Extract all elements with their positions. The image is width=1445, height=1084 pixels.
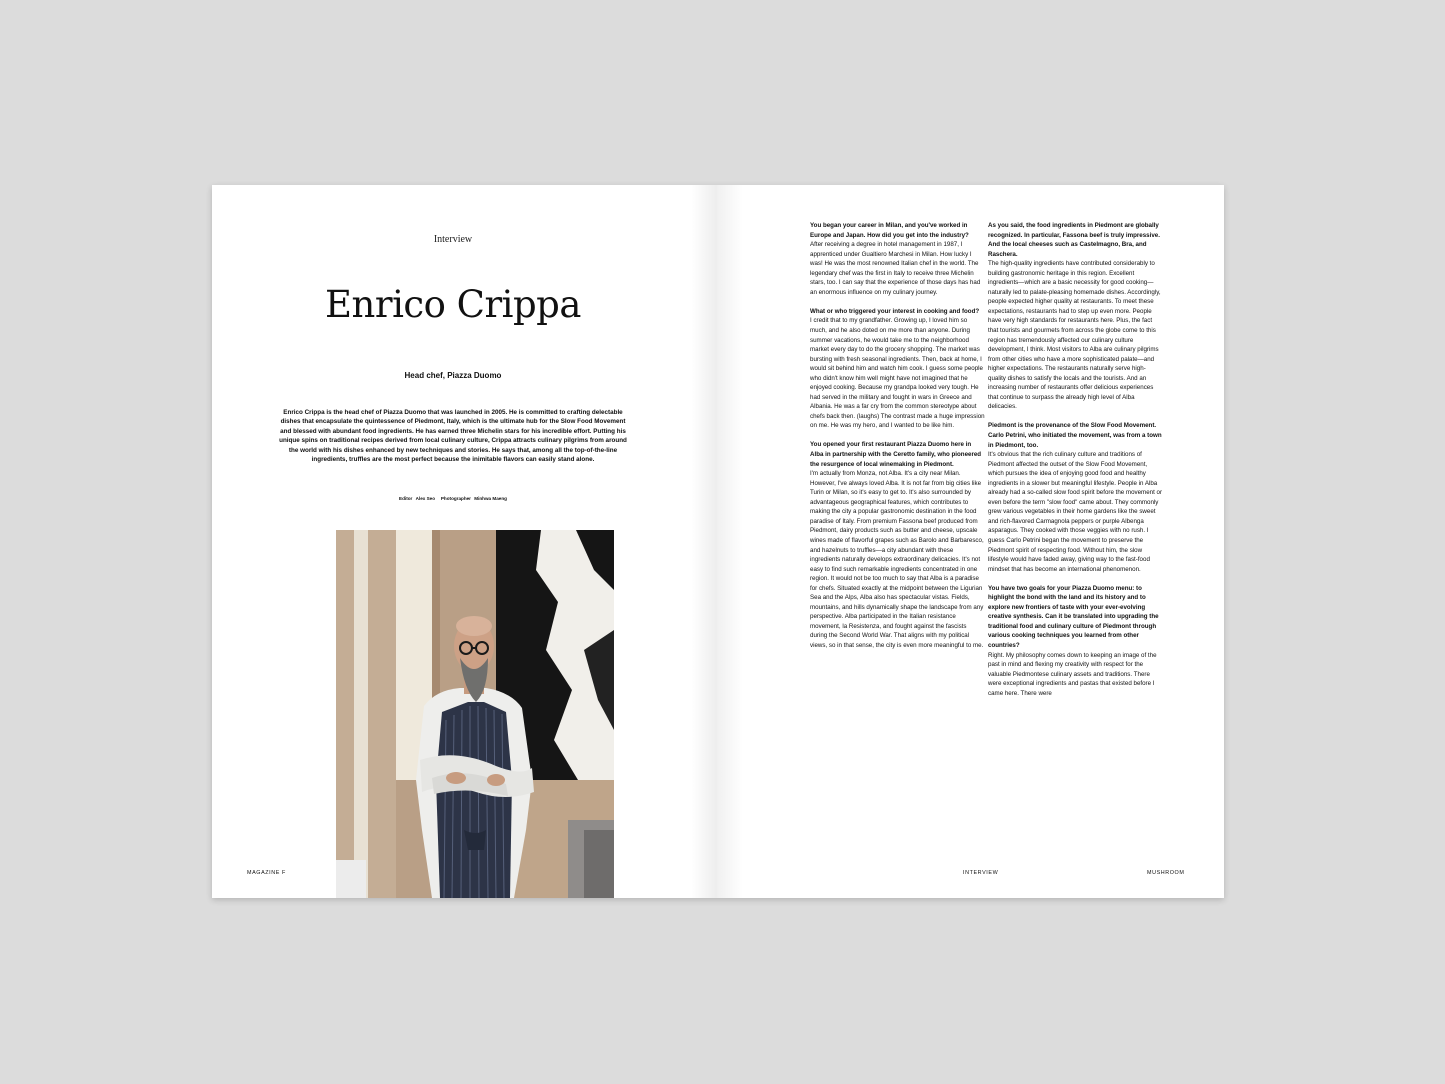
section-label: Interview <box>433 234 473 245</box>
interview-answer: It's obvious that the rich culinary culture and traditions of Piedmont affected the outset of the Slow Food Movement, which pursues the idea of enjoying good food and healthy ingredients in a slower but meaningful lifestyle. People in Alba already had a so-called slow food spirit before the movement or even before the term "slow food" came about. They commonly grew various vegetables in their home gardens like the sweet and rich-flavored Carmagnola peppers or purple Albenga asparagus. They cooked with those veggies with no rush. I guess Carlo Petrini began the movement to preserve the Piedmont spirit of respecting food. Without him, the slow lifestyle would have faded away, giving way to the fast-food mindset that has become an international phenomenon. <box>988 451 1163 573</box>
interview-answer: After receiving a degree in hotel management in 1987, I apprenticed under Gualtiero Marchesi in Milan. How lucky I was! He was the most renowned Italian chef in the world. The legendary chef was the first in Italy to receive three Michelin stars, too. I can say that the experience of those days has had an enormous influence on my culinary journey. <box>810 241 981 296</box>
left-page <box>212 185 717 898</box>
photographer-label: Photographer <box>440 496 471 501</box>
interview-answer: The high-quality ingredients have contributed considerably to building gastronomic heritage in this region. Excellent ingredients—which are a basic necessity for good cooking—naturally led to palate-pleasing homemade dishes. Accordingly, people expected higher quality at restaurants. To meet these expectations, restaurants had to step up even more. People have very high standards for restaurants here. Plus, the fact that tourists and gourmets from across the globe come to this region has tremendously affected our culinary culture development, I think. Most visitors to Alba are culinary pilgrims from other cities who have a more sophisticated palate—and higher expectations. The restaurants naturally serve high-quality dishes to satisfy the locals and the tourists. And an increasing number of restaurants offer delicious experiences that continue to surpass the already high level of Alba delicacies. <box>988 260 1161 411</box>
folio-magazine-name: MUSHROOM <box>1147 870 1185 876</box>
interview-column-1 <box>810 221 985 660</box>
qa-block <box>810 440 985 650</box>
editor-label: Editor <box>399 496 413 501</box>
article-intro: Enrico Crippa is the head chef of Piazza Duomo that was launched in 2005. He is committed to crafting delectable dishes that encapsulate the quintessence of Piedmont, Italy, which is the ultimate hub for the Slow Food Movement and blessed with abundant food ingredients. He has earned three Michelin stars for his incredible effort. Putting his unique spins on traditional recipes derived from local culinary culture, Crippa attracts culinary pilgrims from around the world with his dishes enhanced by new techniques and stories. He says that, among all the top-of-the-line ingredients, truffles are the most perfect because the inimitable flavors can easily stand alone. <box>279 409 627 464</box>
qa-block <box>810 221 985 297</box>
photographer-name: Minhwa Maeng <box>474 496 507 501</box>
gutter-shadow <box>691 185 717 898</box>
qa-block <box>988 221 1163 412</box>
interview-answer: I credit that to my grandfather. Growing up, I loved him so much, and he also doted on me more than anyone. During summer vacations, he would take me to the neighborhood market every day to do the grocery shopping. The market was bursting with fresh seasonal ingredients. Then, back at home, I would sit behind him and watch him cook. I guess some people who didn't know him well might have not imagined that he enjoyed cooking. Because my grandpa looked very tough. He had served in the military and fought in wars in Greece and Albania. He was a far cry from the common stereotype about chefs back then. (laughs) The contrast made a huge impression on me. He was my hero, and I wanted to be like him. <box>810 317 985 430</box>
folio-section: INTERVIEW <box>963 870 999 876</box>
interview-question: You began your career in Milan, and you've worked in Europe and Japan. How did you get into the industry? <box>810 222 969 239</box>
interview-question: You opened your first restaurant Piazza Duomo here in Alba in partnership with the Ceretto family, who pioneered the resurgence of local winemaking in Piedmont. <box>810 441 982 468</box>
qa-block <box>988 584 1163 699</box>
interview-answer: Right. My philosophy comes down to keeping an image of the past in mind and flexing my creativity with respect for the valuable Piedmontese culinary assets and traditions. There were exceptional ingredients and pastas that existed before I came here. There were <box>988 651 1157 697</box>
interview-question: What or who triggered your interest in cooking and food? <box>810 307 980 315</box>
credits-line <box>212 496 694 501</box>
article-subtitle: Head chef, Piazza Duomo <box>404 371 502 380</box>
interview-answer: I'm actually from Monza, not Alba. It's a city near Milan. However, I've always loved Alba. It is not far from big cities like Turin or Milan, so it's easy to get to. It's also surrounded by advantageous geographical features, which contributes to making the city a popular gastronomic destination in the food paradise of Italy. From premium Fassona beef produced from Piedmont, dairy products such as butter and cheese, upscale wines made of flavorful grapes such as Barolo and Barbaresco, and hazelnuts to truffles—a city abundant with these ingredients naturally develops extraordinary delicacies. It's not easy to find such remarkable ingredients concentrated in one region. It would not be too much to say that Alba is a paradise for chefs. Situated exactly at the midpoint between the Ligurian Sea and the Alps, Alba also has spectacular vistas. Fields, mountains, and hills dynamically shape the landscape from any perspective. Alba participated in the Italian resistance movement, la Resistenza, and fought against the fascists during the Second World War. That aligns with my political views, so in that sense, the city is even more meaningful to me. <box>810 470 984 649</box>
right-page <box>717 185 1224 898</box>
interview-column-2 <box>988 221 1163 708</box>
interview-question: You have two goals for your Piazza Duomo menu: to highlight the bond with the land and its history and to explore new frontiers of taste with your ever-evolving creative synthesis. Can it be translated into upgrading the traditional food and culinary culture of Piedmont through various cooking techniques you learned from other countries? <box>988 584 1159 649</box>
qa-block <box>810 307 985 431</box>
gutter-shadow <box>717 185 743 898</box>
qa-block <box>988 421 1163 574</box>
chef-portrait-photo <box>336 530 614 898</box>
interview-question: As you said, the food ingredients in Piedmont are globally recognized. In particular, Fassona beef is truly impressive. And the local cheeses such as Castelmagno, Bra, and Raschera. <box>988 222 1160 258</box>
folio-magazine-name: MAGAZINE F <box>247 870 286 876</box>
interview-question: Piedmont is the provenance of the Slow Food Movement. Carlo Petrini, who initiated the movement, was from a town in Piedmont, too. <box>988 422 1162 449</box>
portrait-illustration <box>336 530 614 898</box>
article-title: Enrico Crippa <box>325 283 581 326</box>
editor-name: Alex Seo <box>415 496 436 501</box>
magazine-spread <box>212 185 1224 898</box>
